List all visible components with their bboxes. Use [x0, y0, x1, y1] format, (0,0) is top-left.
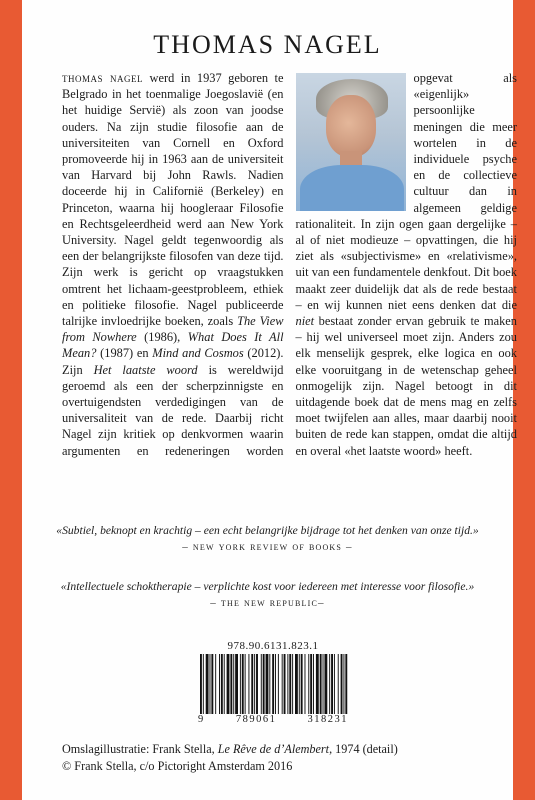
barcode-bar [235, 654, 238, 714]
quote-source: – new york review of books – [182, 541, 353, 553]
barcode-bar [341, 654, 343, 714]
barcode-bar [227, 654, 230, 714]
barcode-bar [292, 654, 293, 714]
book-title-what-does-it-all-mean: What Does It All Mean? [62, 330, 284, 361]
bio-text-4: (2012). Zijn [62, 346, 284, 377]
barcode-bar [278, 654, 279, 714]
credit-line-1 [62, 741, 398, 758]
bio-text-2: (1986), [136, 330, 188, 345]
barcode-bar [310, 654, 312, 714]
credit-label: Omslagillustratie: Frank Stella, [62, 742, 218, 756]
barcode-bar [343, 654, 344, 714]
barcode-bar [203, 654, 204, 714]
barcode-bar [334, 654, 335, 714]
barcode-bar [254, 654, 255, 714]
barcode-bar [263, 654, 265, 714]
bio-paragraph [62, 70, 517, 459]
bio-text-5: is wereldwijd geroemd als een der scherpzinnigste en overtuigendsten verdedigingen van de universaliteit van de rede. Daarbij richt Nagel zijn kritiek op denkvormen waarin argumenten en redeneringen worden opgevat als «eigenlijk» persoonlijke meningen die meer wortelen in de individuele psyche en de collectieve cultuur dan in algemeen geldige rationaliteit. In zijn ogen gaan dergelijke – al of niet modieuze – opvattingen, die hij ziet als «subjectivisme» en «relativisme», uit van een fundamentele denkfout. Dit boek maakt zeer duidelijk dat als de rede bestaat – en wij kunnen niet eens denken dat die [62, 71, 517, 458]
barcode-bar [240, 654, 241, 714]
cover-credit [62, 741, 398, 775]
barcode-bar [287, 654, 288, 714]
isbn-number: 978.90.6131.823.1 [227, 640, 319, 652]
barcode-bar [345, 654, 347, 714]
book-title-view-from-nowhere: The View from Nowhere [62, 314, 284, 345]
barcode-digit-prefix: 9 [198, 714, 205, 725]
author-title: THOMAS NAGEL [153, 30, 382, 59]
barcode-bar [233, 654, 234, 714]
barcode-bar [338, 654, 339, 714]
barcode-bar [331, 654, 333, 714]
barcode-bar [221, 654, 223, 714]
review-quote-2 [42, 579, 493, 611]
bio-text-1: werd in 1937 geboren te Belgrado in het toenmalige Joegoslavië (en het huidige Servië) als zoon van joodse ouders. Na zijn studie filosofie aan de universiteiten van Cornell en Oxford promoveerde hij in 1963 aan de universiteit van Harvard bij John Rawls. Nadien doceerde hij in Californië (Berkeley) en Princeton, waarna hij hoogleraar Filosofie en Rechtsgeleerdheid werd aan New York University. Nagel geldt tegenwoordig als een der belangrijkste filosofen van deze tijd. Zijn werk is gericht op vraagstukken omtrent het lichaam-geestprobleem, ethiek en politieke filosofie. Nagel publiceerde talrijke invloedrijke boeken, zoals [62, 71, 284, 329]
barcode-bar [329, 654, 330, 714]
barcode-bar [261, 654, 262, 714]
barcode-bar [210, 654, 211, 714]
barcode-bar [272, 654, 274, 714]
barcode-bar [313, 654, 314, 714]
barcode-bar [320, 654, 322, 714]
bio-text-3: (1987) en [96, 346, 153, 361]
barcode-bar [251, 654, 253, 714]
book-title-het-laatste-woord: Het laatste woord [93, 362, 198, 377]
barcode-bar [324, 654, 327, 714]
photo-face [326, 95, 376, 157]
barcode-bar [256, 654, 258, 714]
quote-text: «Subtiel, beknopt en krachtig – een echt belangrijke bijdrage tot het denken van onze tijd.» [56, 524, 479, 537]
barcode-bar [284, 654, 286, 714]
barcode-bar [200, 654, 202, 714]
review-quote-1 [42, 523, 493, 555]
barcode-bar [308, 654, 309, 714]
barcode-bar [269, 654, 270, 714]
barcode-digits-left: 789061 [235, 714, 277, 725]
barcode-bar [224, 654, 225, 714]
credit-line-2: © Frank Stella, c/o Pictoright Amsterdam 2016 [62, 759, 293, 773]
barcode-bar [242, 654, 244, 714]
barcode-bar [282, 654, 283, 714]
barcode-bar [211, 654, 213, 714]
author-name-smallcaps: thomas nagel [62, 71, 143, 85]
author-photo [296, 73, 406, 211]
barcode-digits [198, 714, 348, 725]
barcode-bar [323, 654, 324, 714]
barcode-digits-right: 318231 [307, 714, 348, 725]
barcode-bar [248, 654, 249, 714]
credit-year: , 1974 (detail) [329, 742, 398, 756]
barcode [198, 654, 348, 714]
barcode-bar [305, 654, 306, 714]
cover-stripe-left [0, 0, 22, 800]
photo-shirt [300, 165, 404, 211]
bio-text-6: bestaat zonder ervan gebruik te maken – hij wel universeel moet zijn. Anders zou elk menselijk gesprek, elke logica en ook elke vooruitgang in de wetenschap geheel onmogelijk zijn. Nagel betoogt in dit uitdagende boek dat de mens mag en zelfs moet twijfelen aan alles, maar daarbij nooit buiten de rede kan stappen, omdat die altijd en overal «het laatste woord» heeft. [295, 314, 517, 458]
barcode-bar [245, 654, 246, 714]
emphasis-niet: niet [295, 314, 315, 329]
author-bio [62, 70, 517, 510]
barcode-bars [198, 654, 348, 714]
quote-source: – the new republic– [210, 597, 325, 609]
barcode-bar [295, 654, 298, 714]
barcode-bar [289, 654, 291, 714]
barcode-bar [266, 654, 269, 714]
book-title-mind-and-cosmos: Mind and Cosmos [152, 346, 244, 361]
barcode-bar [219, 654, 220, 714]
barcode-bar [230, 654, 232, 714]
barcode-bar [215, 654, 216, 714]
barcode-bar [316, 654, 319, 714]
artwork-title: Le Rêve de d’Alembert [217, 742, 330, 756]
barcode-bar [275, 654, 276, 714]
quote-text: «Intellectuele schoktherapie – verplichte kost voor iedereen met interesse voor filosofie.» [60, 580, 475, 593]
back-cover [22, 0, 517, 800]
barcode-bar [301, 654, 303, 714]
barcode-bar [206, 654, 209, 714]
barcode-bar [299, 654, 300, 714]
